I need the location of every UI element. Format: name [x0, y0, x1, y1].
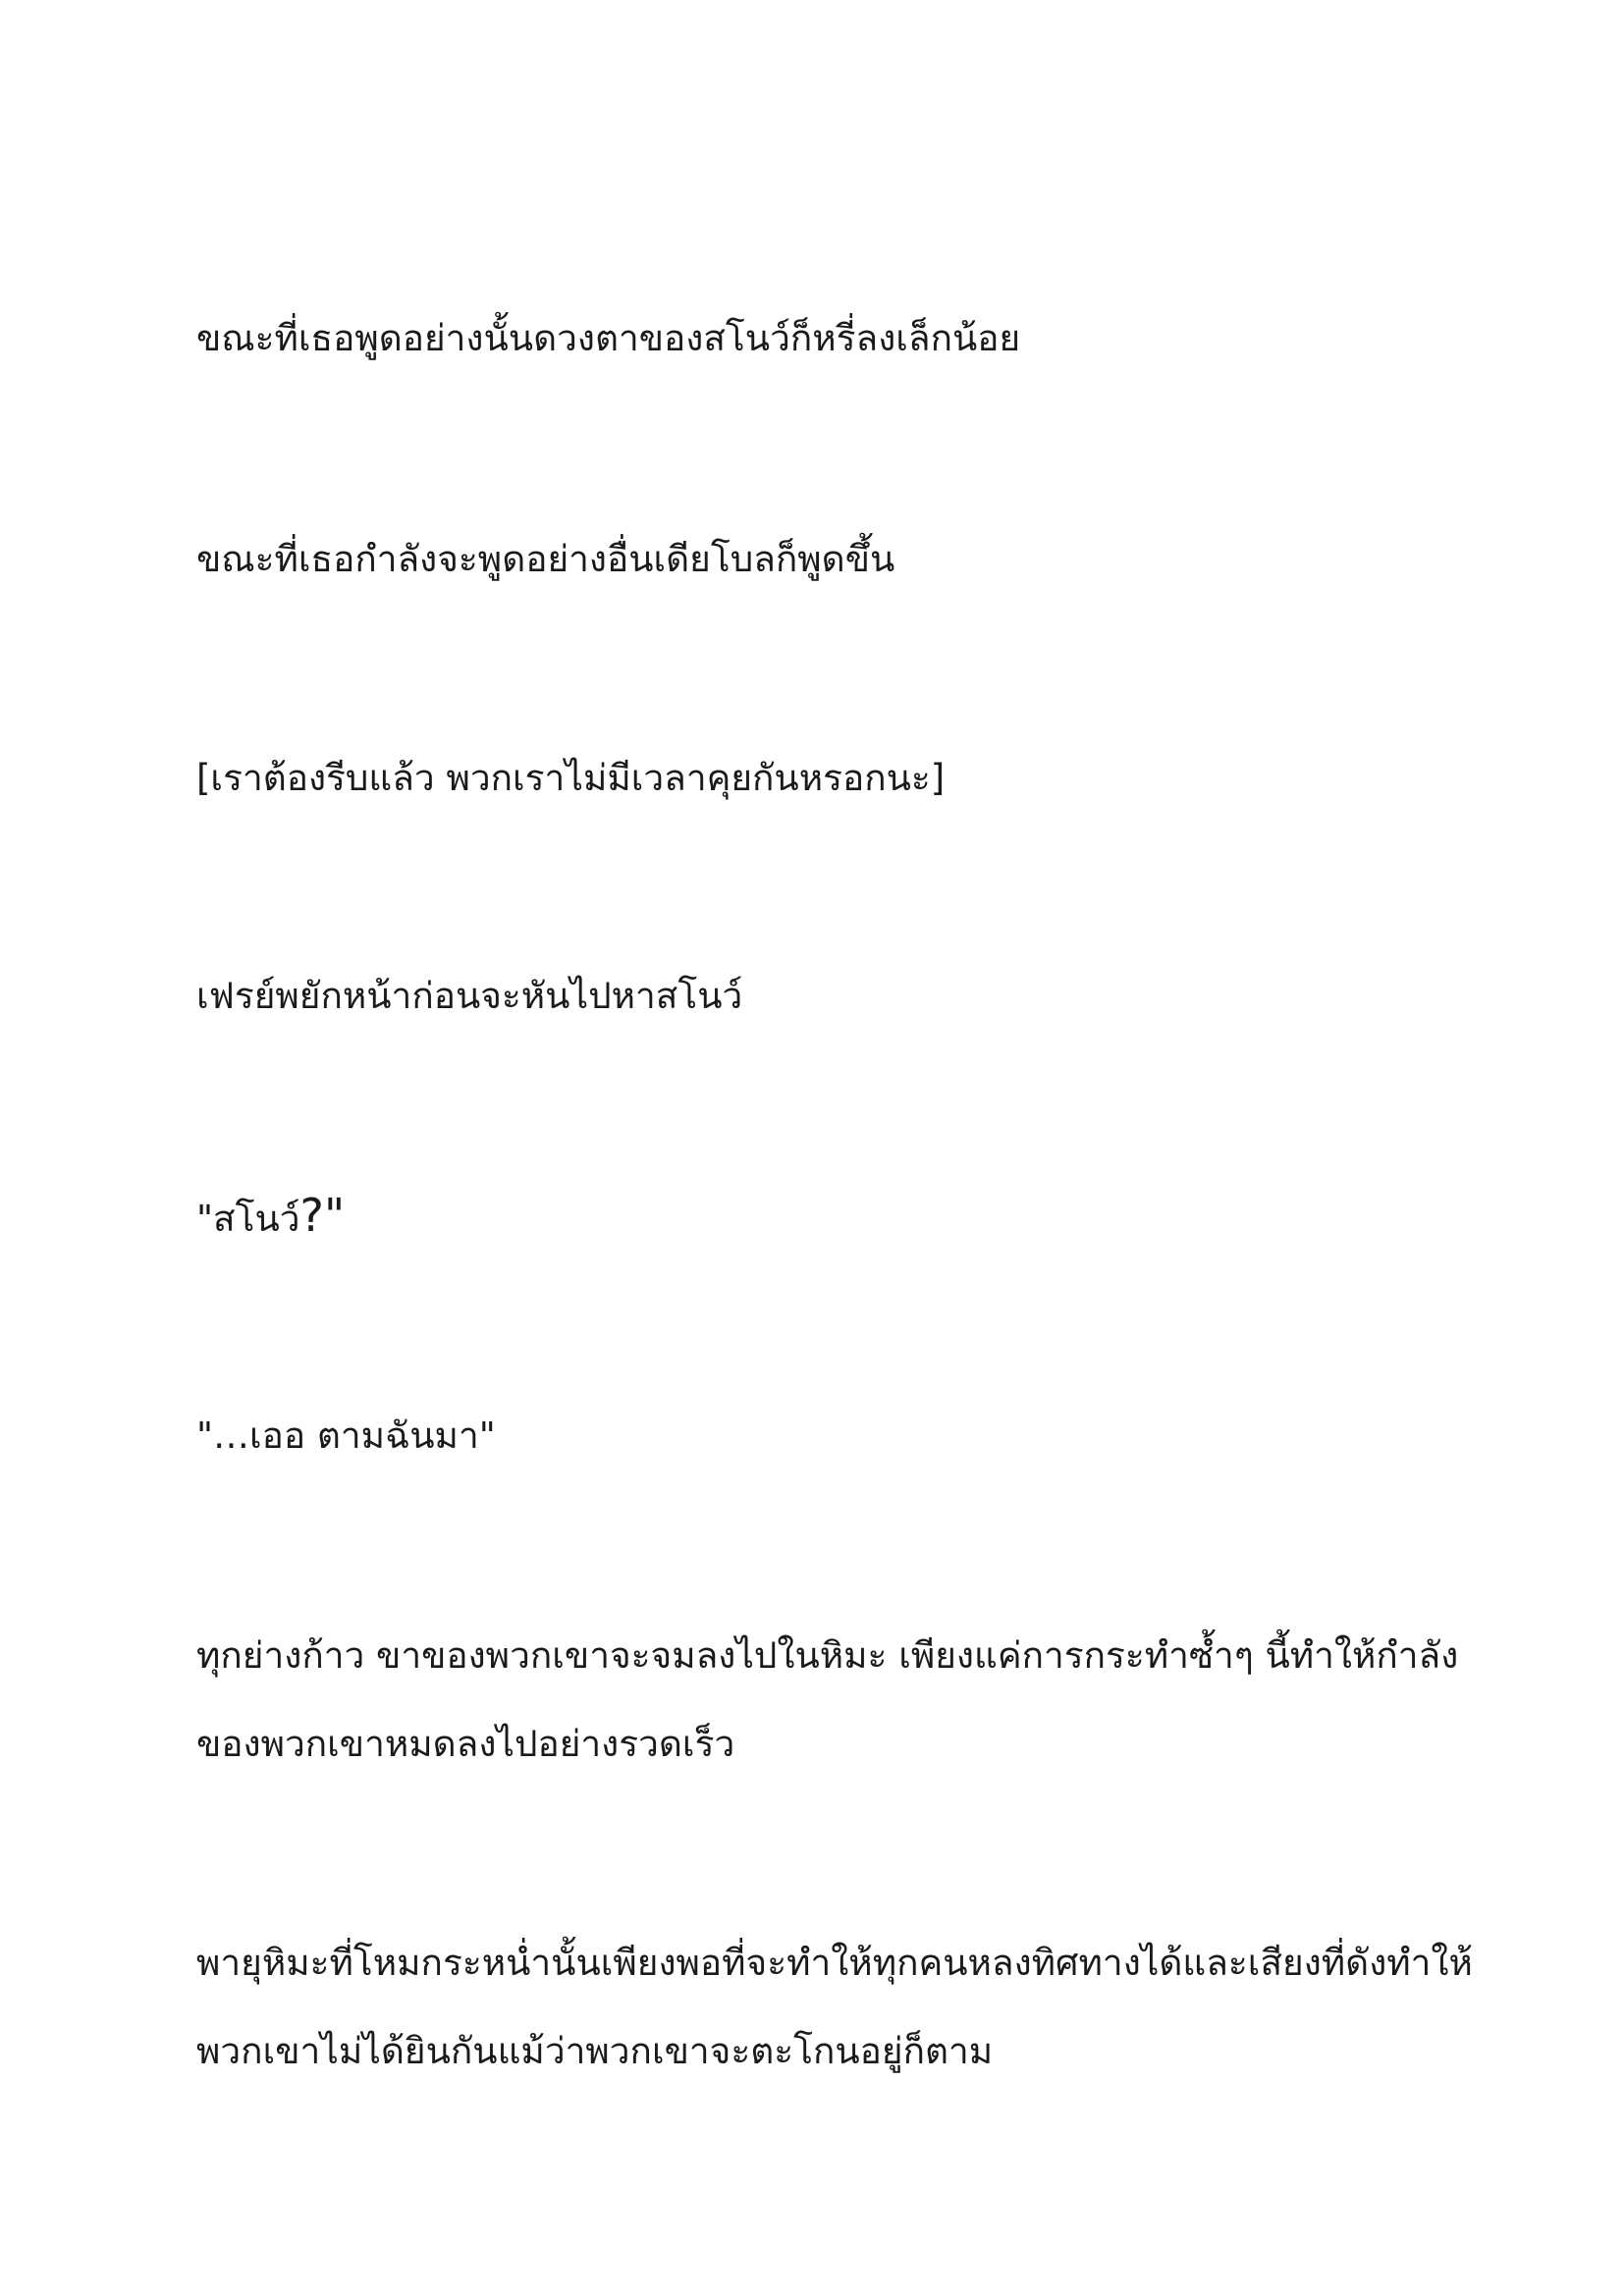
paragraph-7-line-1: ทุกย่างก้าว ขาของพวกเขาจะจมลงไปในหิมะ เพียงแค่การกระทำซ้ำๆ นี้ทำให้กำลัง: [196, 1634, 1459, 1677]
paragraph-8-line-2: พวกเขาไม่ได้ยินกันแม้ว่าพวกเขาจะตะโกนอยู่ก็ตาม: [196, 2030, 994, 2072]
paragraph-7-line-2: ของพวกเขาหมดลงไปอย่างรวดเร็ว: [196, 1723, 735, 1765]
paragraph-2: ขณะที่เธอกำลังจะพูดอย่างอื่นเดียโบลก็พูดขึ้น: [196, 538, 895, 580]
paragraph-1: ขณะที่เธอพูดอย่างนั้นดวงตาของสโนว์ก็หรี่ลงเล็กน้อย: [196, 317, 1021, 359]
paragraph-4: เฟรย์พยักหน้าก่อนจะหันไปหาสโนว์: [196, 975, 743, 1017]
paragraph-5: [196, 1171, 345, 1263]
dialogue-snow-name: "สโนว์: [196, 1198, 300, 1240]
paragraph-6: "…เออ ตามฉันมา": [196, 1415, 496, 1457]
paragraph-3: [เราต้องรีบแล้ว พวกเราไม่มีเวลาคุยกันหรอกนะ]: [196, 757, 946, 799]
paragraph-8-line-1: พายุหิมะที่โหมกระหน่ำนั้นเพียงพอที่จะทำให้ทุกคนหลงทิศทางได้และเสียงที่ดังทำให้: [196, 1942, 1473, 1984]
dialogue-question-mark: ?": [299, 1189, 346, 1242]
